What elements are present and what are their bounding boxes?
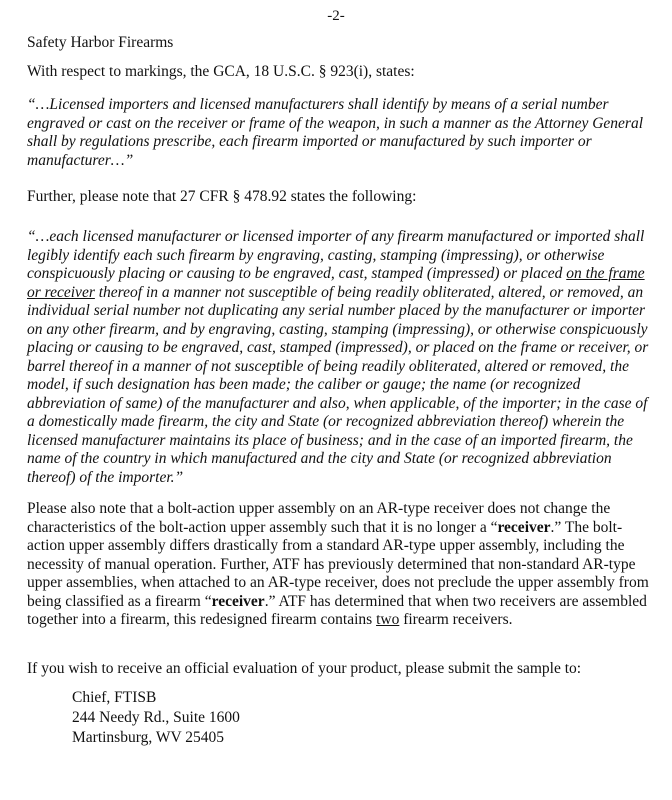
cfr-quote-part2: thereof in a manner not susceptible of being readily obliterated, altered, or removed, an individual serial number not duplicating any serial number placed by the manufacturer or importer on any other firearm, and by engraving, casting, stamping (impressing), or otherwise conspicuously placing or causing to be engraved, cast, stamped (impressed), or placed on the frame or receiver, or barrel thereof in a manner of not susceptible of being readily obliterated, altered or removed, the model, if such designation has been made; the caliber or gauge; the name (or recognized abbreviation of same) of the manufacturer and also, when applicable, of the importer; in the case of a domestically made firearm, the city and State (or recognized abbreviation thereof) wherein the licensed manufacturer maintains its place of business; and in the case of an imported firearm, the name of the country in which manufactured and the city and State (or recognized abbreviation thereof) of the importer.” [27,283,649,486]
determination-part1: Please also note that a bolt-action upper assembly on an AR-type receiver does not change the characteristics of the bolt-action upper assembly such that it is no longer a “ [27,500,611,536]
cfr-quote-underlined: on the frame or receiver [27,265,645,301]
determination-bold2: receiver [211,592,265,610]
determination-underlined: two [376,611,400,628]
submission-paragraph: If you wish to receive an official evaluation of your product, please submit the sample to: [27,660,582,677]
cfr-quote-part1: “…each licensed manufacturer or licensed importer of any firearm manufactured or imported shall legibly identify each such firearm by engraving, casting, stamping (impressing), or otherwise conspicuously placing or causing to be engraved, cast, stamped (impressed) or placed [27,228,645,282]
address-line-3: Martinsburg, WV 25405 [72,729,224,746]
addressee: Safety Harbor Firearms [27,34,174,51]
gca-quote: “…Licensed importers and licensed manufacturers shall identify by means of a serial number engraved or cast on the receiver or frame of the weapon, in such a manner as the Attorney General shall by regulations prescribe, each firearm imported or manufactured by such importer or manufacturer…” [27,96,644,169]
address-line-1: Chief, FTISB [72,689,157,706]
cfr-quote [27,228,650,487]
determination-part3: .” ATF has determined that when two receivers are assembled together into a firearm, this redesigned firearm contains [27,592,647,628]
determination-paragraph [27,500,650,630]
page-number: -2- [327,8,345,24]
cfr-intro-paragraph: Further, please note that 27 CFR § 478.92 states the following: [27,188,417,205]
determination-bold1: receiver [497,518,551,536]
determination-part4: firearm receivers. [399,611,513,628]
determination-part2: .” The bolt-action upper assembly differs drastically from a standard AR-type upper assembly, including the necessity of manual operation. Further, ATF has previously determined that non-standard AR-type upper assemblies, when attached to an AR-type receiver, does not preclude the upper assembly from being classified as a firearm “ [27,518,649,610]
mailing-address [72,688,240,748]
intro-paragraph: With respect to markings, the GCA, 18 U.S.C. § 923(i), states: [27,63,415,80]
address-line-2: 244 Needy Rd., Suite 1600 [72,709,240,726]
